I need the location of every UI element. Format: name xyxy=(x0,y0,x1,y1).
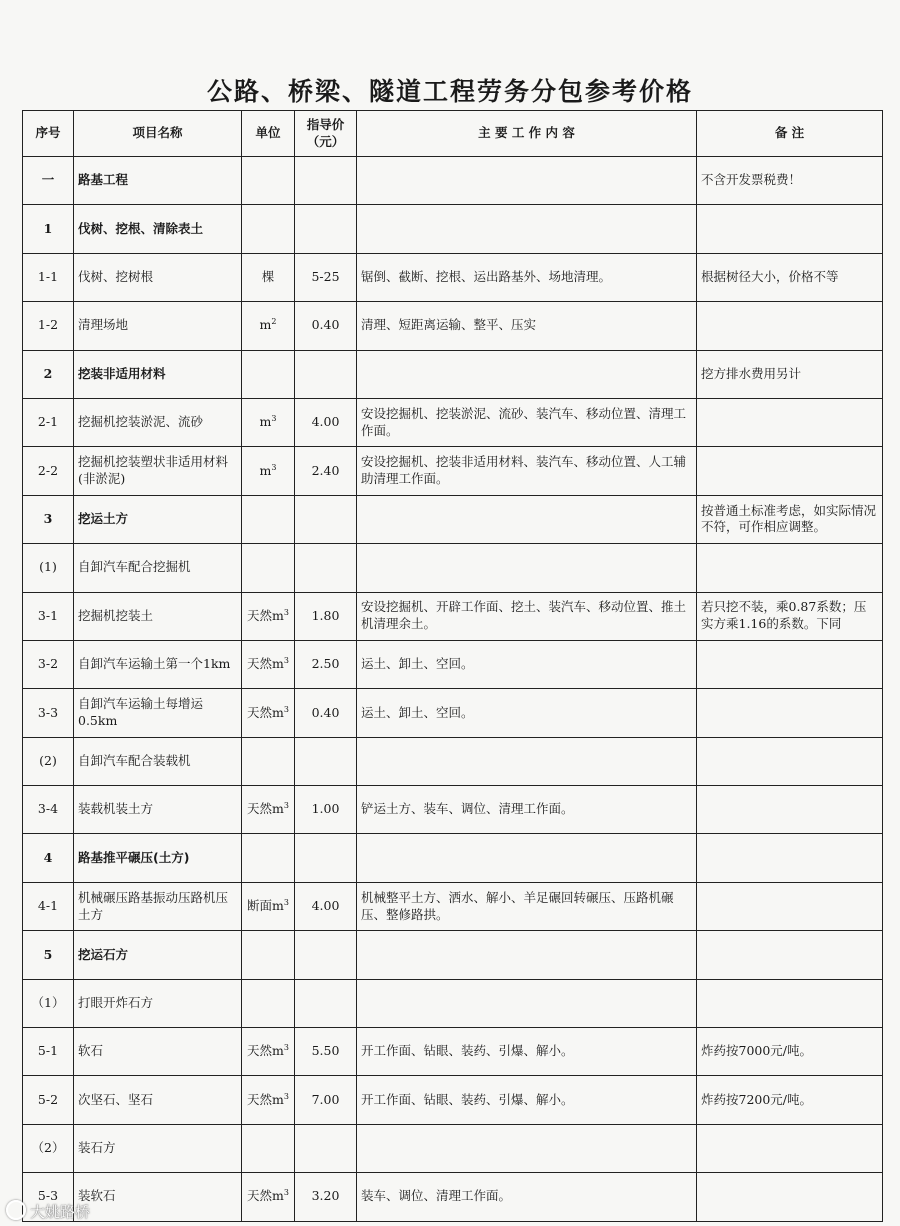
row-no-text: （1） xyxy=(31,994,65,1010)
row-price-text: 5.50 xyxy=(311,1043,340,1059)
row-name-text: 机械碾压路基振动压路机压土方 xyxy=(78,889,229,922)
row-name xyxy=(74,1028,242,1076)
row-no-text: 2-1 xyxy=(37,414,59,430)
row-no xyxy=(23,882,74,930)
row-work xyxy=(357,979,697,1027)
row-note-text: 炸药按7000元/吨。 xyxy=(701,1043,813,1059)
row-no-text: 一 xyxy=(41,172,55,188)
row-no-text: （2） xyxy=(31,1140,65,1156)
row-no-text: 3-2 xyxy=(37,656,59,672)
row-name xyxy=(74,157,242,205)
row-price-text: 0.40 xyxy=(311,704,340,720)
watermark-text: 大姚路桥 xyxy=(30,1203,91,1221)
row-work xyxy=(357,157,697,205)
row-price xyxy=(295,350,357,398)
row-no-text: 3 xyxy=(43,510,53,526)
row-work xyxy=(357,689,697,737)
row-name xyxy=(74,689,242,737)
row-no xyxy=(23,689,74,737)
row-note xyxy=(697,302,883,350)
row-no xyxy=(23,302,74,350)
row-note xyxy=(697,834,883,882)
row-note xyxy=(697,447,883,495)
header-work: 主 要 工 作 内 容 xyxy=(357,111,697,157)
row-unit xyxy=(242,592,295,640)
row-no-text: 1 xyxy=(43,220,53,236)
row-unit xyxy=(242,205,295,253)
row-price xyxy=(295,640,357,688)
row-work xyxy=(357,640,697,688)
row-work xyxy=(357,544,697,592)
row-price-text: 1.00 xyxy=(311,801,340,817)
row-work xyxy=(357,786,697,834)
table-row xyxy=(23,495,883,543)
row-no xyxy=(23,737,74,785)
row-name-text: 清理场地 xyxy=(78,317,129,333)
row-unit xyxy=(242,786,295,834)
row-no xyxy=(23,398,74,446)
row-note xyxy=(697,1028,883,1076)
row-work-text: 清理、短距离运输、整平、压实 xyxy=(361,317,537,333)
row-name-text: 挖装非适用材料 xyxy=(78,365,166,381)
row-name-text: 路基工程 xyxy=(78,172,129,188)
row-work xyxy=(357,1124,697,1172)
row-unit xyxy=(242,640,295,688)
row-note xyxy=(697,398,883,446)
row-price-text: 2.40 xyxy=(311,462,340,478)
row-unit xyxy=(242,834,295,882)
row-name xyxy=(74,205,242,253)
row-price xyxy=(295,302,357,350)
row-name-text: 自卸汽车配合挖掘机 xyxy=(78,559,191,575)
row-name xyxy=(74,931,242,979)
table-row xyxy=(23,1028,883,1076)
row-no-text: 2 xyxy=(43,365,53,381)
row-price-text: 1.80 xyxy=(311,607,340,623)
watermark-logo-icon xyxy=(6,1200,26,1220)
row-note xyxy=(697,592,883,640)
row-unit xyxy=(242,689,295,737)
header-unit: 单位 xyxy=(242,111,295,157)
row-no xyxy=(23,640,74,688)
table-row xyxy=(23,1173,883,1221)
page-title: 公路、桥梁、隧道工程劳务分包参考价格 xyxy=(206,77,693,106)
row-work xyxy=(357,495,697,543)
row-name-text: 次坚石、坚石 xyxy=(78,1091,154,1107)
row-note xyxy=(697,205,883,253)
row-name-text: 装软石 xyxy=(78,1188,116,1204)
row-price xyxy=(295,931,357,979)
row-unit xyxy=(242,737,295,785)
row-note-text: 挖方排水费用另计 xyxy=(701,365,802,381)
unit-exponent: 3 xyxy=(283,704,289,714)
row-no-text: (1) xyxy=(39,559,57,575)
watermark xyxy=(6,1200,90,1222)
row-name-text: 伐树、挖根、清除表土 xyxy=(78,220,204,236)
row-name-text: 挖掘机挖装土 xyxy=(78,607,154,623)
table-row xyxy=(23,157,883,205)
row-no xyxy=(23,495,74,543)
row-unit-text: 天然m xyxy=(247,704,284,720)
table-row xyxy=(23,640,883,688)
row-name-text: 装载机装土方 xyxy=(78,801,154,817)
row-work-text: 铲运土方、装车、调位、清理工作面。 xyxy=(361,801,574,817)
row-name xyxy=(74,253,242,301)
row-no xyxy=(23,1124,74,1172)
table-row xyxy=(23,931,883,979)
table-row xyxy=(23,1076,883,1124)
row-work xyxy=(357,1173,697,1221)
row-name xyxy=(74,640,242,688)
row-no-text: 2-2 xyxy=(37,462,59,478)
row-unit-text: m xyxy=(259,462,272,478)
row-work xyxy=(357,350,697,398)
row-name xyxy=(74,737,242,785)
unit-exponent: 3 xyxy=(271,462,277,472)
header-name: 项目名称 xyxy=(74,111,242,157)
row-work-text: 开工作面、钻眼、装药、引爆、解小。 xyxy=(361,1091,574,1107)
row-name-text: 自卸汽车运输土每增运0.5km xyxy=(78,696,204,728)
table-row xyxy=(23,1124,883,1172)
unit-exponent: 3 xyxy=(283,1188,289,1198)
row-name-text: 装石方 xyxy=(78,1140,116,1156)
row-work-text: 运土、卸土、空回。 xyxy=(361,656,474,672)
row-price xyxy=(295,689,357,737)
row-name xyxy=(74,834,242,882)
table-row xyxy=(23,689,883,737)
row-work-text: 运土、卸土、空回。 xyxy=(361,704,474,720)
row-no-text: 5-3 xyxy=(37,1188,59,1204)
row-name-text: 自卸汽车运输土第一个1km xyxy=(78,656,231,672)
row-price xyxy=(295,1124,357,1172)
row-name xyxy=(74,350,242,398)
row-no-text: 3-3 xyxy=(37,704,59,720)
row-work xyxy=(357,447,697,495)
table-row xyxy=(23,737,883,785)
row-note xyxy=(697,979,883,1027)
row-work xyxy=(357,1028,697,1076)
row-unit xyxy=(242,979,295,1027)
row-price xyxy=(295,253,357,301)
row-note-text: 不含开发票税费！ xyxy=(701,172,802,188)
unit-exponent: 3 xyxy=(283,607,289,617)
row-price-text: 3.20 xyxy=(311,1188,340,1204)
row-name xyxy=(74,1076,242,1124)
row-no-text: 4 xyxy=(43,849,53,865)
row-price xyxy=(295,157,357,205)
row-no-text: 1-2 xyxy=(37,317,59,333)
unit-exponent: 3 xyxy=(283,1043,289,1053)
row-unit-text: 天然m xyxy=(247,1188,284,1204)
row-unit xyxy=(242,302,295,350)
row-note xyxy=(697,1124,883,1172)
row-name-text: 路基推平碾压(土方) xyxy=(78,849,190,865)
row-no-text: 5-1 xyxy=(37,1043,59,1059)
row-note xyxy=(697,931,883,979)
table-row xyxy=(23,882,883,930)
row-price xyxy=(295,737,357,785)
row-unit-text: 棵 xyxy=(261,269,275,285)
table-row xyxy=(23,592,883,640)
row-unit xyxy=(242,398,295,446)
row-no-text: (2) xyxy=(39,752,57,768)
row-no-text: 5-2 xyxy=(37,1091,59,1107)
row-work-text: 装车、调位、清理工作面。 xyxy=(361,1188,512,1204)
table-row xyxy=(23,447,883,495)
row-no xyxy=(23,1028,74,1076)
row-name-text: 挖运土方 xyxy=(78,510,129,526)
row-no-text: 4-1 xyxy=(37,898,59,914)
unit-exponent: 3 xyxy=(271,414,277,424)
row-note xyxy=(697,786,883,834)
row-work xyxy=(357,882,697,930)
row-name-text: 挖掘机挖装塑状非适用材料(非淤泥) xyxy=(78,454,229,487)
row-note xyxy=(697,737,883,785)
row-price xyxy=(295,1076,357,1124)
row-no-text: 3-1 xyxy=(37,607,59,623)
price-table xyxy=(22,110,883,1222)
table-header-row xyxy=(23,111,883,157)
row-note xyxy=(697,689,883,737)
row-name xyxy=(74,882,242,930)
row-name xyxy=(74,979,242,1027)
row-price-text: 4.00 xyxy=(311,414,340,430)
row-unit xyxy=(242,1173,295,1221)
row-price xyxy=(295,786,357,834)
row-unit-text: 天然m xyxy=(247,1043,284,1059)
row-no xyxy=(23,205,74,253)
row-name-text: 打眼开炸石方 xyxy=(78,994,154,1010)
row-no xyxy=(23,157,74,205)
row-no xyxy=(23,544,74,592)
table-row xyxy=(23,205,883,253)
row-unit xyxy=(242,495,295,543)
row-work xyxy=(357,302,697,350)
row-note-text: 根据树径大小，价格不等 xyxy=(701,269,839,285)
table-row xyxy=(23,398,883,446)
row-work-text: 锯倒、截断、挖根、运出路基外、场地清理。 xyxy=(361,269,612,285)
row-price xyxy=(295,544,357,592)
row-unit xyxy=(242,447,295,495)
header-price: 指导价（元） xyxy=(295,111,357,157)
unit-exponent: 3 xyxy=(283,898,289,908)
row-unit xyxy=(242,157,295,205)
table-row xyxy=(23,544,883,592)
row-work xyxy=(357,205,697,253)
row-note xyxy=(697,495,883,543)
row-work-text: 安设挖掘机、开辟工作面、挖土、装汽车、移动位置、推土机清理余土。 xyxy=(361,599,687,632)
row-name xyxy=(74,495,242,543)
row-work xyxy=(357,398,697,446)
row-work-text: 开工作面、钻眼、装药、引爆、解小。 xyxy=(361,1043,574,1059)
row-work xyxy=(357,592,697,640)
row-unit-text: m xyxy=(259,317,272,333)
row-unit xyxy=(242,350,295,398)
row-price xyxy=(295,592,357,640)
row-price-text: 5-25 xyxy=(311,269,340,285)
row-no xyxy=(23,931,74,979)
row-no-text: 1-1 xyxy=(37,269,59,285)
row-no xyxy=(23,1076,74,1124)
row-unit xyxy=(242,1076,295,1124)
row-unit xyxy=(242,882,295,930)
table-row xyxy=(23,834,883,882)
row-name-text: 挖掘机挖装淤泥、流砂 xyxy=(78,414,204,430)
row-note xyxy=(697,253,883,301)
row-price xyxy=(295,205,357,253)
row-name-text: 软石 xyxy=(78,1043,104,1059)
row-work xyxy=(357,253,697,301)
row-price-text: 7.00 xyxy=(311,1091,340,1107)
row-unit-text: 天然m xyxy=(247,607,284,623)
row-unit-text: m xyxy=(259,414,272,430)
row-price xyxy=(295,1028,357,1076)
row-price xyxy=(295,979,357,1027)
row-unit xyxy=(242,1124,295,1172)
row-price-text: 2.50 xyxy=(311,656,340,672)
row-name-text: 伐树、挖树根 xyxy=(78,269,154,285)
row-note xyxy=(697,157,883,205)
row-no xyxy=(23,834,74,882)
row-name-text: 自卸汽车配合装载机 xyxy=(78,752,191,768)
row-note-text: 按普通土标准考虑，如实际情况不符，可作相应调整。 xyxy=(701,502,877,535)
row-unit-text: 天然m xyxy=(247,801,284,817)
row-note xyxy=(697,882,883,930)
row-no xyxy=(23,447,74,495)
row-unit-text: 天然m xyxy=(247,1091,284,1107)
row-note xyxy=(697,640,883,688)
row-no xyxy=(23,350,74,398)
table-row xyxy=(23,786,883,834)
row-name xyxy=(74,544,242,592)
row-note xyxy=(697,1076,883,1124)
row-name-text: 挖运石方 xyxy=(78,946,129,962)
row-name xyxy=(74,786,242,834)
row-name xyxy=(74,1173,242,1221)
header-note: 备 注 xyxy=(697,111,883,157)
table-body xyxy=(23,157,883,1222)
row-note xyxy=(697,350,883,398)
row-note-text: 炸药按7200元/吨。 xyxy=(701,1091,813,1107)
row-price xyxy=(295,398,357,446)
row-price-text: 4.00 xyxy=(311,898,340,914)
unit-exponent: 3 xyxy=(283,656,289,666)
row-name xyxy=(74,302,242,350)
row-work-text: 安设挖掘机、挖装非适用材料、装汽车、移动位置、人工辅助清理工作面。 xyxy=(361,454,687,487)
row-price xyxy=(295,1173,357,1221)
row-work xyxy=(357,834,697,882)
row-note xyxy=(697,1173,883,1221)
row-no xyxy=(23,592,74,640)
table-row xyxy=(23,302,883,350)
header-no: 序号 xyxy=(23,111,74,157)
row-work-text: 机械整平土方、洒水、解小、羊足碾回转碾压、压路机碾压、整修路拱。 xyxy=(361,889,674,922)
table-row xyxy=(23,253,883,301)
row-unit xyxy=(242,253,295,301)
table-row xyxy=(23,350,883,398)
row-no xyxy=(23,253,74,301)
row-name xyxy=(74,592,242,640)
row-unit xyxy=(242,1028,295,1076)
row-no xyxy=(23,979,74,1027)
row-price xyxy=(295,447,357,495)
row-unit-text: 天然m xyxy=(247,656,284,672)
row-work xyxy=(357,931,697,979)
row-no-text: 3-4 xyxy=(37,801,59,817)
table-row xyxy=(23,979,883,1027)
row-name xyxy=(74,1124,242,1172)
row-no-text: 5 xyxy=(43,946,53,962)
row-price xyxy=(295,495,357,543)
unit-exponent: 3 xyxy=(283,1091,289,1101)
unit-exponent: 2 xyxy=(271,317,277,327)
row-work xyxy=(357,1076,697,1124)
row-note xyxy=(697,544,883,592)
row-work-text: 安设挖掘机、挖装淤泥、流砂、装汽车、移动位置、清理工作面。 xyxy=(361,405,687,438)
row-unit-text: 断面m xyxy=(247,898,284,914)
unit-exponent: 3 xyxy=(283,801,289,811)
row-no xyxy=(23,786,74,834)
row-name xyxy=(74,398,242,446)
row-note-text: 若只挖不装，乘0.87系数；压实方乘1.16的系数。下同 xyxy=(701,599,867,632)
row-work xyxy=(357,737,697,785)
row-name xyxy=(74,447,242,495)
row-price xyxy=(295,834,357,882)
row-unit xyxy=(242,544,295,592)
row-unit xyxy=(242,931,295,979)
row-price xyxy=(295,882,357,930)
row-price-text: 0.40 xyxy=(311,317,340,333)
